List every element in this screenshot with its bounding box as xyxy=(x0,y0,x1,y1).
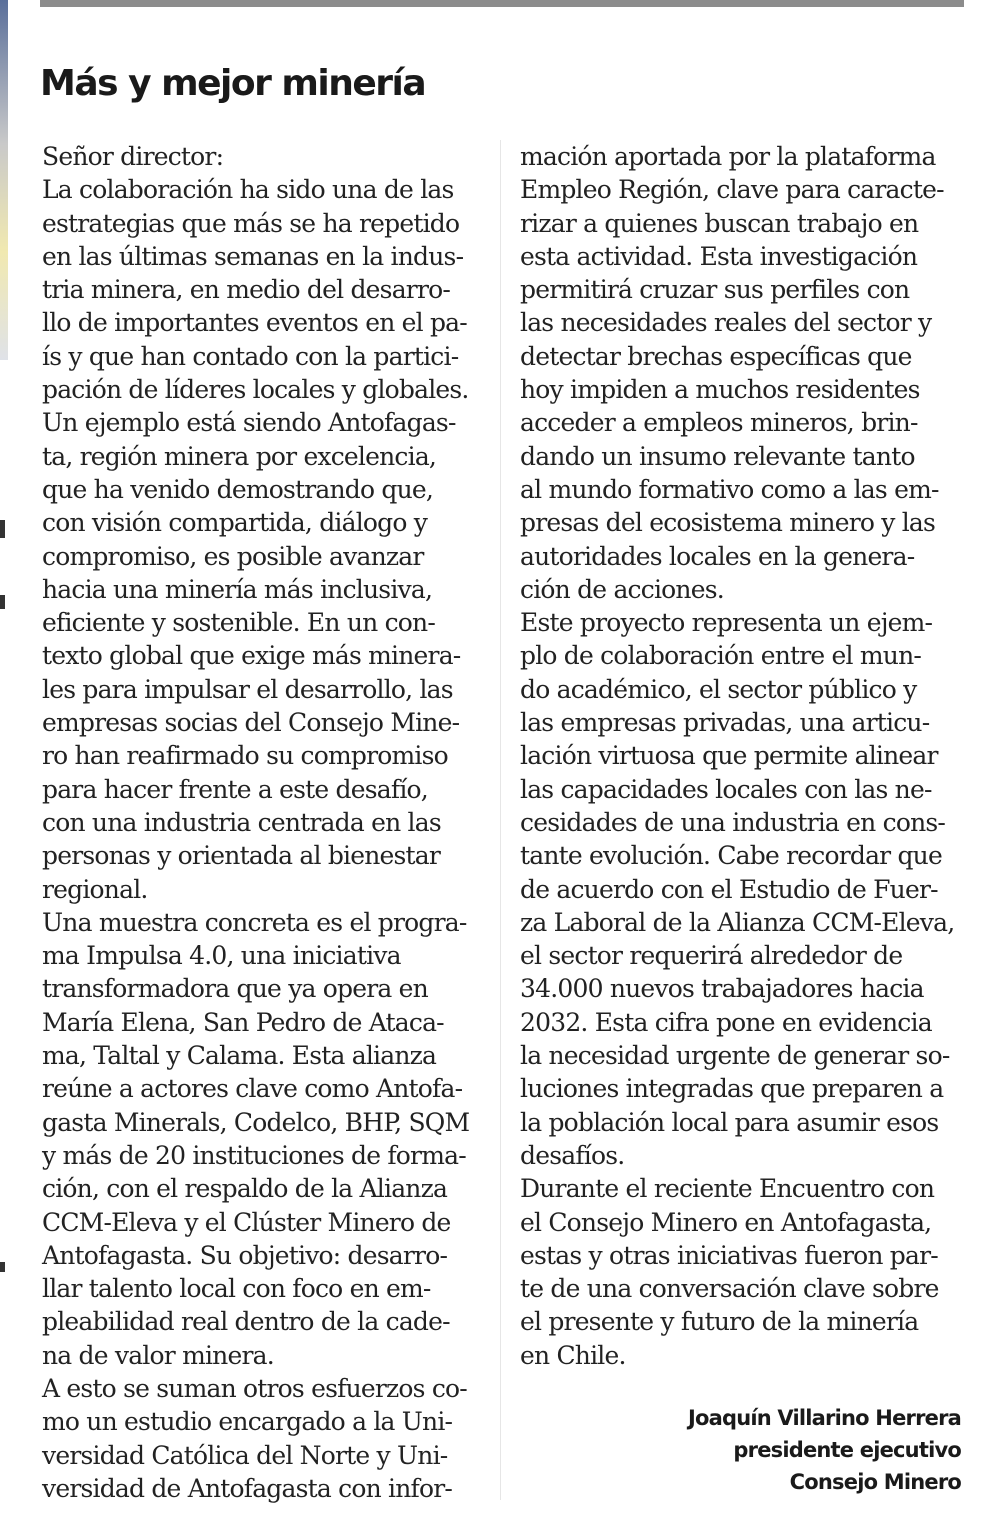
text-line: de acuerdo con el Estudio de Fuer- xyxy=(520,874,938,904)
text-line: compromiso, es posible avanzar xyxy=(42,541,424,571)
text-line: cesidades de una industria en cons- xyxy=(520,807,946,837)
text-line: luciones integradas que preparen a xyxy=(520,1074,944,1104)
text-line: Una muestra concreta es el progra- xyxy=(42,907,467,937)
text-line: llar talento local con foco en em- xyxy=(42,1274,431,1304)
text-line: A esto se suman otros esfuerzos co- xyxy=(42,1373,467,1403)
text-line: las capacidades locales con las ne- xyxy=(520,774,932,804)
text-line: ción de acciones. xyxy=(520,574,724,604)
text-line: ro han reafirmado su compromiso xyxy=(42,741,448,771)
text-line: pleabilidad real dentro de la cade- xyxy=(42,1307,450,1337)
text-line: estrategias que más se ha repetido xyxy=(42,208,460,238)
text-line: las necesidades reales del sector y xyxy=(520,308,932,338)
text-line: 34.000 nuevos trabajadores hacia xyxy=(520,974,924,1004)
text-line: acceder a empleos mineros, brin- xyxy=(520,408,918,438)
text-line: y más de 20 instituciones de forma- xyxy=(42,1140,466,1170)
text-line: las empresas privadas, una articu- xyxy=(520,708,930,738)
left-column xyxy=(42,140,482,1505)
text-line: el sector requerirá alrededor de xyxy=(520,941,903,971)
text-line: dando un insumo relevante tanto xyxy=(520,441,915,471)
text-line: gasta Minerals, Codelco, BHP, SQM xyxy=(42,1107,470,1137)
text-line: María Elena, San Pedro de Ataca- xyxy=(42,1007,444,1037)
text-line: la población local para asumir esos xyxy=(520,1107,939,1137)
edge-mark xyxy=(0,520,5,538)
column-divider xyxy=(500,140,501,1500)
text-line: detectar brechas específicas que xyxy=(520,341,912,371)
text-line: Antofagasta. Su objetivo: desarro- xyxy=(42,1240,448,1270)
text-line: hacia una minería más inclusiva, xyxy=(42,574,433,604)
text-line: en Chile. xyxy=(520,1340,626,1370)
adjacent-article-edge xyxy=(0,0,8,360)
text-line: al mundo formativo como a las em- xyxy=(520,474,939,504)
text-line: desafíos. xyxy=(520,1140,625,1170)
text-line: que ha venido demostrando que, xyxy=(42,474,434,504)
author-name: Joaquín Villarino Herrera xyxy=(687,1406,961,1430)
text-line: regional. xyxy=(42,874,148,904)
text-line: te de una conversación clave sobre xyxy=(520,1274,939,1304)
text-line: Empleo Región, clave para caracte- xyxy=(520,175,944,205)
text-line: esta actividad. Esta investigación xyxy=(520,241,918,271)
text-line: transformadora que ya opera en xyxy=(42,974,428,1004)
edge-mark xyxy=(0,1262,5,1272)
text-line: tria minera, en medio del desarro- xyxy=(42,275,451,305)
text-line: empresas socias del Consejo Mine- xyxy=(42,708,460,738)
text-line: personas y orientada al bienestar xyxy=(42,841,441,871)
text-line: pación de líderes locales y globales. xyxy=(42,375,469,405)
text-line: Este proyecto representa un ejem- xyxy=(520,608,933,638)
text-line: 2032. Esta cifra pone en evidencia xyxy=(520,1007,932,1037)
author-role: presidente ejecutivo xyxy=(733,1438,961,1462)
article-title: Más y mejor minería xyxy=(40,63,426,104)
text-line: les para impulsar el desarrollo, las xyxy=(42,674,453,704)
text-line: lación virtuosa que permite alinear xyxy=(520,741,938,771)
text-line: Un ejemplo está siendo Antofagas- xyxy=(42,408,456,438)
text-line: tante evolución. Cabe recordar que xyxy=(520,841,942,871)
right-column xyxy=(520,140,964,1372)
text-line: llo de importantes eventos en el pa- xyxy=(42,308,467,338)
text-line: con una industria centrada en las xyxy=(42,807,441,837)
signature xyxy=(688,1402,961,1498)
text-line: do académico, el sector público y xyxy=(520,674,917,704)
top-rule xyxy=(40,0,964,7)
text-line: permitirá cruzar sus perfiles con xyxy=(520,275,910,305)
text-line: presas del ecosistema minero y las xyxy=(520,508,936,538)
text-line: za Laboral de la Alianza CCM-Eleva, xyxy=(520,907,955,937)
text-line: hoy impiden a muchos residentes xyxy=(520,375,920,405)
text-line: La colaboración ha sido una de las xyxy=(42,175,454,205)
text-line: la necesidad urgente de generar so- xyxy=(520,1041,950,1071)
text-line: ción, con el respaldo de la Alianza xyxy=(42,1174,448,1204)
text-line: reúne a actores clave como Antofa- xyxy=(42,1074,463,1104)
text-line: ma, Taltal y Calama. Esta alianza xyxy=(42,1041,437,1071)
text-line: plo de colaboración entre el mun- xyxy=(520,641,922,671)
text-line: ís y que han contado con la partici- xyxy=(42,341,459,371)
text-line: versidad de Antofagasta con infor- xyxy=(42,1473,453,1503)
edge-mark xyxy=(0,595,5,609)
text-line: en las últimas semanas en la indus- xyxy=(42,241,464,271)
text-line: Durante el reciente Encuentro con xyxy=(520,1174,935,1204)
text-line: texto global que exige más minera- xyxy=(42,641,461,671)
text-line: mación aportada por la plataforma xyxy=(520,142,936,171)
text-line: eficiente y sostenible. En un con- xyxy=(42,608,435,638)
text-line: Señor director: xyxy=(42,142,224,171)
text-line: estas y otras iniciativas fueron par- xyxy=(520,1240,938,1270)
text-line: rizar a quienes buscan trabajo en xyxy=(520,208,919,238)
text-line: con visión compartida, diálogo y xyxy=(42,508,428,538)
text-line: mo un estudio encargado a la Uni- xyxy=(42,1407,453,1437)
text-line: versidad Católica del Norte y Uni- xyxy=(42,1440,448,1470)
text-line: el presente y futuro de la minería xyxy=(520,1307,919,1337)
text-line: CCM-Eleva y el Clúster Minero de xyxy=(42,1207,451,1237)
text-line: el Consejo Minero en Antofagasta, xyxy=(520,1207,932,1237)
text-line: ma Impulsa 4.0, una iniciativa xyxy=(42,941,401,971)
text-line: ta, región minera por excelencia, xyxy=(42,441,437,471)
author-organization: Consejo Minero xyxy=(789,1470,961,1494)
text-line: para hacer frente a este desafío, xyxy=(42,774,428,804)
text-line: na de valor minera. xyxy=(42,1340,274,1370)
text-line: autoridades locales en la genera- xyxy=(520,541,915,571)
